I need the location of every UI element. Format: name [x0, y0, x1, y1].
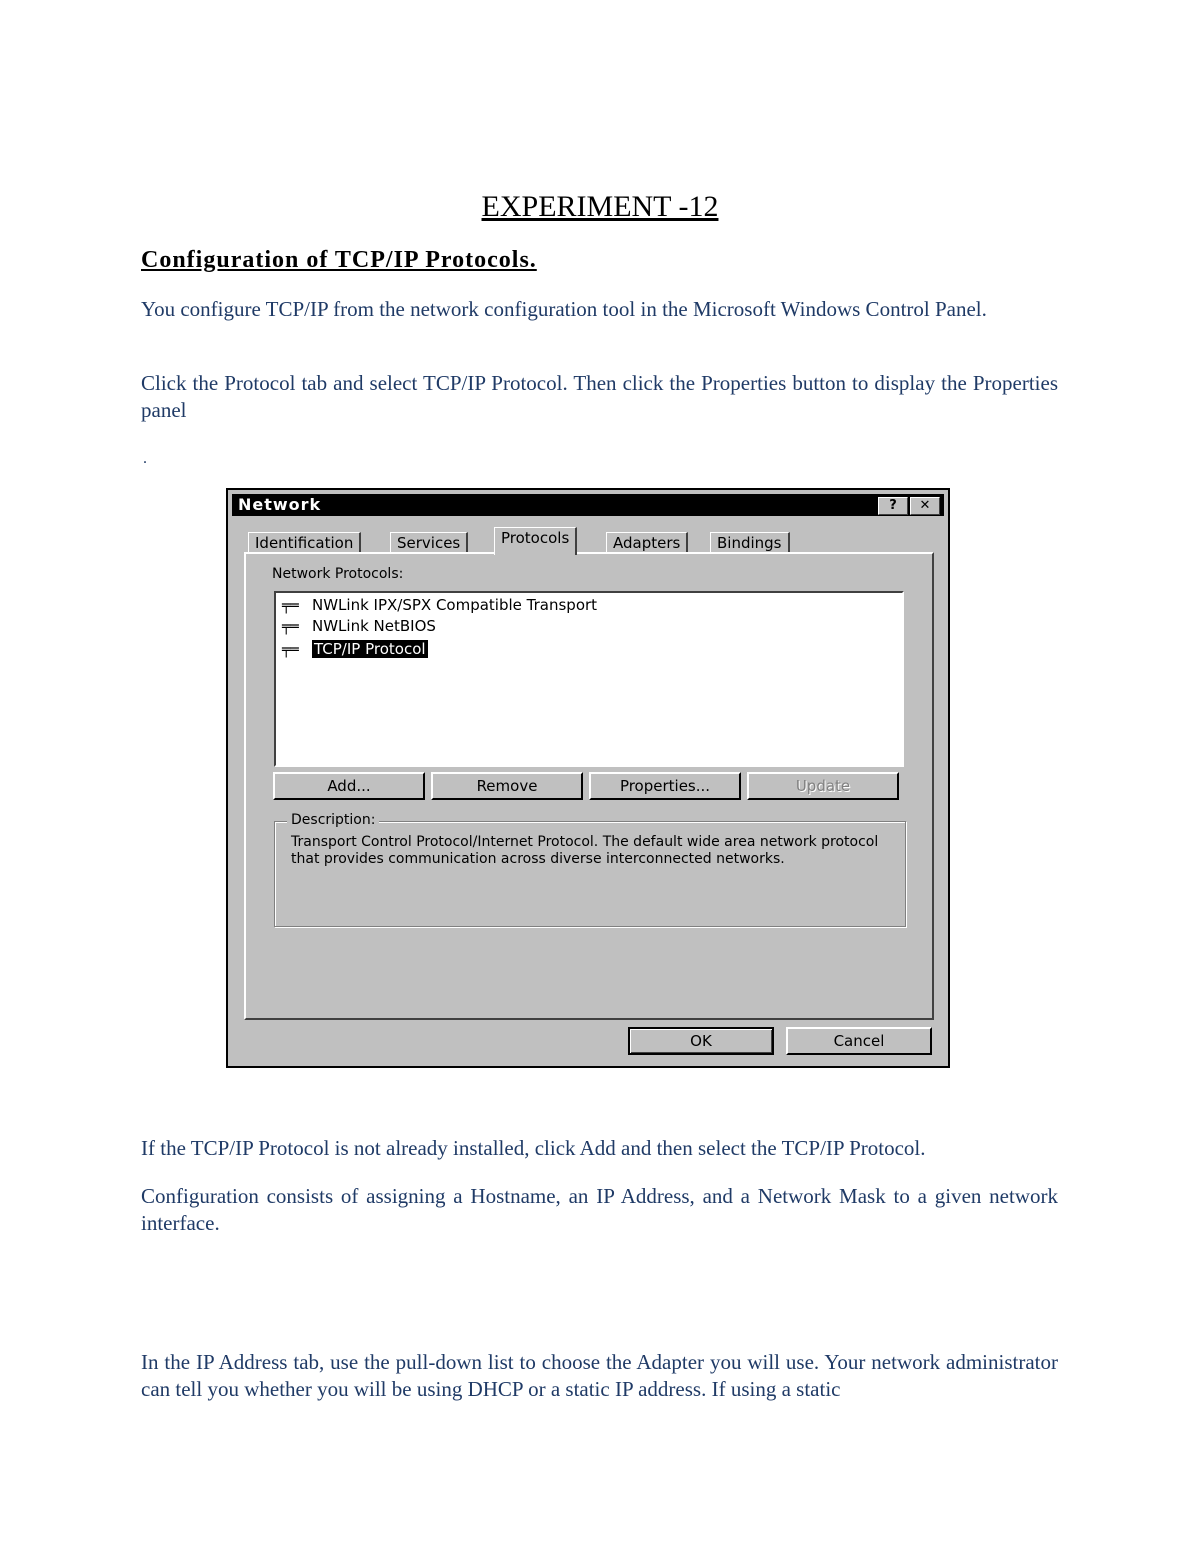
- stray-dot: .: [143, 450, 147, 467]
- close-icon[interactable]: ✕: [910, 497, 940, 515]
- paragraph-configuration: Configuration consists of assigning a Hostname, an IP Address, and a Network Mask to a given network interface.: [141, 1184, 1058, 1235]
- list-item[interactable]: [282, 616, 436, 636]
- protocol-label: NWLink IPX/SPX Compatible Transport: [312, 596, 598, 614]
- tab-bindings[interactable]: Bindings: [710, 532, 790, 553]
- dialog-title: Network: [238, 495, 322, 514]
- paragraph-install: If the TCP/IP Protocol is not already installed, click Add and then select the TCP/IP Protocol.: [141, 1136, 926, 1160]
- paragraph-protocol-tab: Click the Protocol tab and select TCP/IP Protocol. Then click the Properties button to display the Properties panel: [141, 371, 1058, 422]
- list-item-selected[interactable]: [282, 639, 428, 659]
- protocol-listbox[interactable]: [274, 591, 904, 767]
- network-protocols-label: Network Protocols:: [272, 566, 404, 582]
- update-button: Update: [747, 772, 899, 800]
- paragraph-ip-address: In the IP Address tab, use the pull-down list to choose the Adapter you will use. Your network administrator can tell you whether you will be using DHCP or a static IP address. If using a static: [141, 1350, 1058, 1401]
- remove-button[interactable]: Remove: [431, 772, 583, 800]
- experiment-title: EXPERIMENT -12: [481, 190, 719, 223]
- section-heading: Configuration of TCP/IP Protocols.: [141, 247, 537, 273]
- network-protocol-icon: ╤═: [282, 642, 299, 658]
- ok-button[interactable]: OK: [628, 1027, 774, 1055]
- tab-adapters[interactable]: Adapters: [606, 532, 688, 553]
- network-protocol-icon: ╤═: [282, 598, 299, 614]
- help-button[interactable]: ?: [878, 497, 908, 515]
- protocol-label: NWLink NetBIOS: [312, 617, 436, 635]
- description-group: [274, 812, 906, 927]
- tab-services[interactable]: Services: [390, 532, 468, 553]
- properties-button[interactable]: Properties...: [589, 772, 741, 800]
- list-item[interactable]: [282, 595, 597, 615]
- add-button[interactable]: Add...: [273, 772, 425, 800]
- paragraph-intro: You configure TCP/IP from the network configuration tool in the Microsoft Windows Control Panel.: [141, 297, 987, 321]
- tab-protocols[interactable]: Protocols: [494, 527, 577, 555]
- description-text: Transport Control Protocol/Internet Protocol. The default wide area network protocol that provides communication across diverse interconnected networks.: [291, 834, 879, 867]
- network-protocol-icon: ╤═: [282, 619, 299, 635]
- description-label: Description:: [287, 812, 379, 828]
- tab-identification[interactable]: Identification: [248, 532, 361, 553]
- cancel-button[interactable]: Cancel: [786, 1027, 932, 1055]
- protocol-label: TCP/IP Protocol: [314, 640, 426, 658]
- network-dialog: [226, 488, 950, 1068]
- dialog-title-bar[interactable]: [232, 494, 944, 516]
